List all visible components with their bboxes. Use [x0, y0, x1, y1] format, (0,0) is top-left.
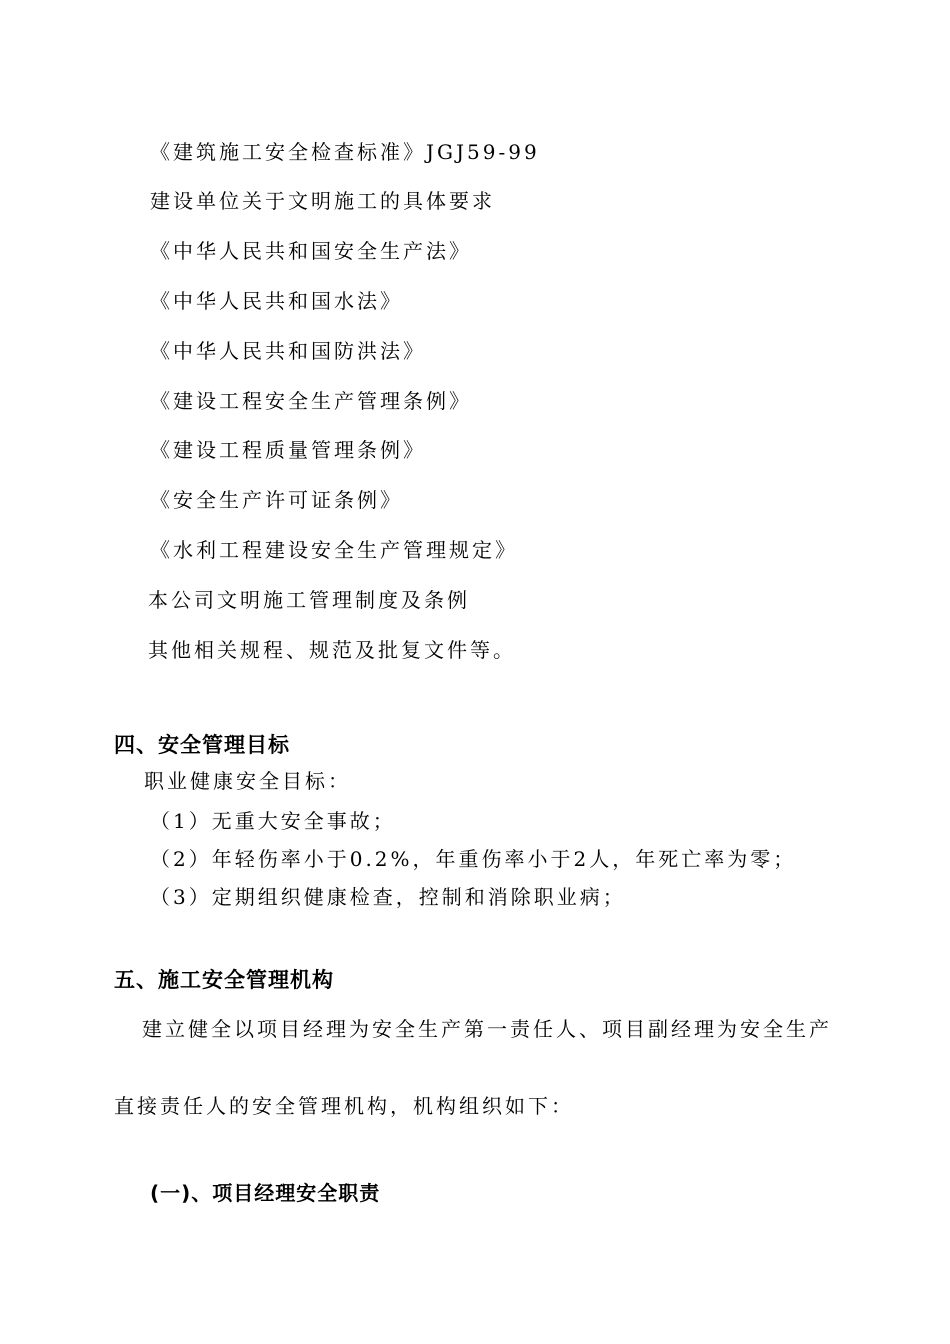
subsection-heading: (一)、项目经理安全职责 [150, 1181, 381, 1205]
section-heading: 四、安全管理目标 [114, 733, 290, 757]
reference-item: 《中华人民共和国安全生产法》 [150, 239, 472, 263]
reference-item: 《建设工程质量管理条例》 [150, 438, 426, 462]
goal-item: （2）年轻伤率小于0.2%，年重伤率小于2人，年死亡率为零； [150, 847, 797, 871]
reference-item: 《建设工程安全生产管理条例》 [150, 389, 472, 413]
reference-item: 《建筑施工安全检查标准》JGJ59-99 [150, 140, 540, 164]
reference-item: 本公司文明施工管理制度及条例 [148, 588, 470, 612]
section-heading: 五、施工安全管理机构 [114, 968, 334, 992]
goal-item: （3）定期组织健康检查，控制和消除职业病； [150, 885, 626, 909]
section-intro: 职业健康安全目标： [144, 769, 351, 793]
reference-item: 《中华人民共和国水法》 [150, 289, 403, 313]
paragraph-line: 直接责任人的安全管理机构，机构组织如下： [114, 1094, 574, 1118]
reference-item: 建设单位关于文明施工的具体要求 [150, 189, 495, 213]
goal-item: （1）无重大安全事故； [150, 809, 396, 833]
paragraph-line: 建立健全以项目经理为安全生产第一责任人、项目副经理为安全生产 [142, 1017, 832, 1041]
reference-item: 其他相关规程、规范及批复文件等。 [148, 638, 516, 662]
reference-item: 《水利工程建设安全生产管理规定》 [150, 538, 518, 562]
reference-item: 《中华人民共和国防洪法》 [150, 339, 426, 363]
reference-item: 《安全生产许可证条例》 [150, 488, 403, 512]
